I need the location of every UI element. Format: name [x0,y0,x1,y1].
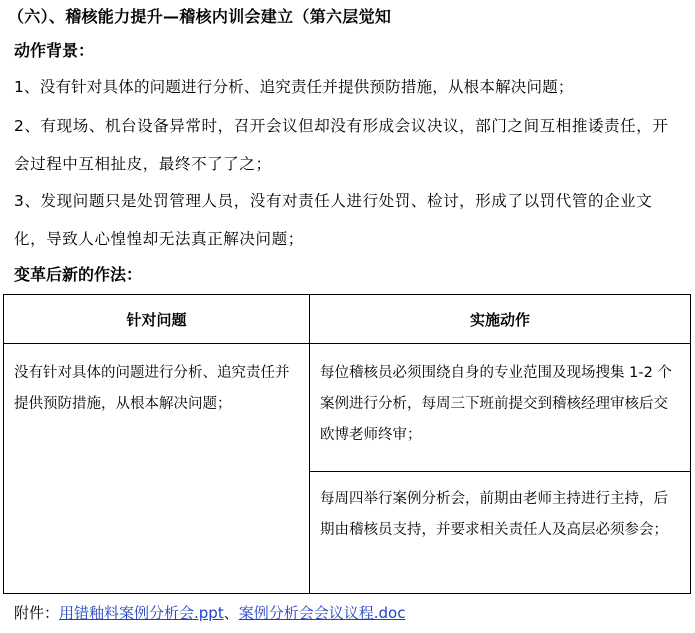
column-header-problem: 针对问题 [4,295,310,344]
background-title: 动作背景： [14,41,95,60]
action-cell-1: 每位稽核员必须围绕自身的专业范围及现场搜集 1-2 个案例进行分析，每周三下班前提交到稽核经理审核后交欧博老师终审； [310,344,691,472]
section-heading: （六）、稽核能力提升—稽核内训会建立（第六层觉知 [8,7,392,26]
action-table [3,294,691,594]
background-item-3: 3、发现问题只是处罚管理人员，没有对责任人进行处罚、检讨，形成了以罚代管的企业文化，导致人心惶惶却无法真正解决问题； [14,192,653,248]
new-method-title: 变革后新的作法： [14,265,143,284]
attachment-separator: 、 [223,604,239,622]
table-header-row [4,295,691,344]
attachments [14,602,405,623]
attachment-link-ppt[interactable]: 用错釉料案例分析会.ppt [59,604,224,622]
problem-cell: 没有针对具体的问题进行分析、追究责任并提供预防措施，从根本解决问题； [4,344,310,594]
attachments-label: 附件： [14,604,60,622]
table-row [4,344,691,472]
background-item-2: 2、有现场、机台设备异常时，召开会议但却没有形成会议决议，部门之间互相推诿责任，开会过程中互相扯皮，最终不了了之； [14,117,669,173]
action-cell-2: 每周四举行案例分析会，前期由老师主持进行主持，后期由稽核员支持，并要求相关责任人及高层必须参会； [310,472,691,594]
attachment-link-doc[interactable]: 案例分析会会议议程.doc [238,604,406,622]
background-item-1: 1、没有针对具体的问题进行分析、追究责任并提供预防措施，从根本解决问题； [14,78,574,96]
column-header-action: 实施动作 [310,295,691,344]
